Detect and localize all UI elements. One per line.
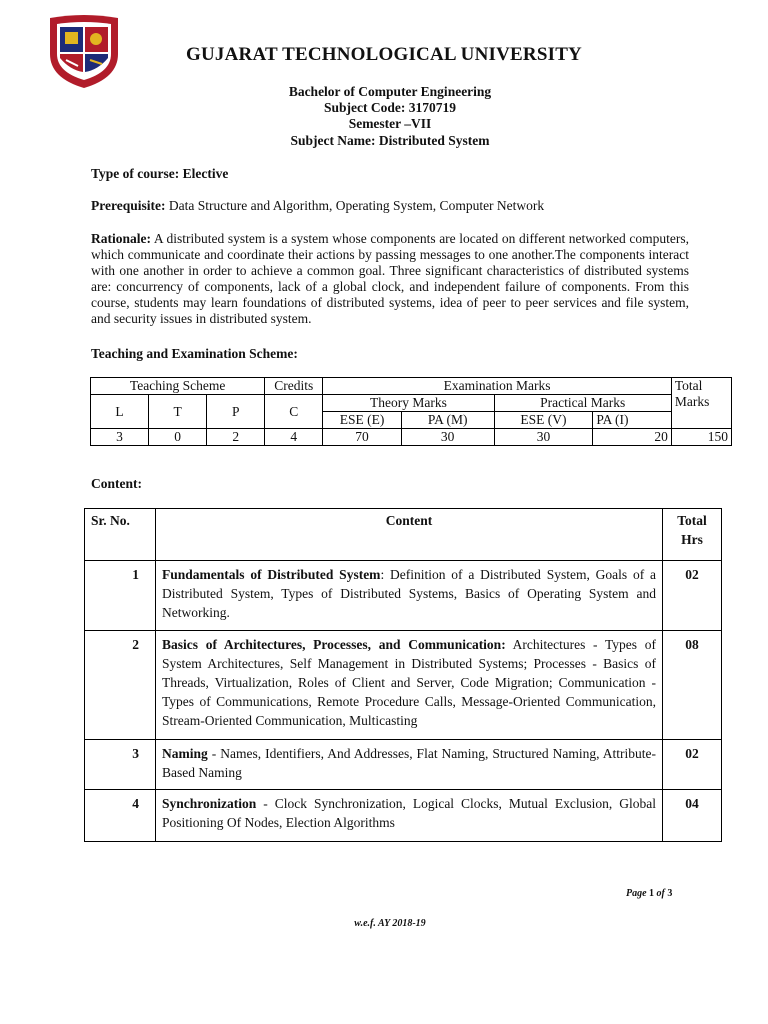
row-hrs: 04 (663, 790, 722, 842)
type-of-course: Type of course: Elective (91, 166, 229, 181)
prerequisite-label: Prerequisite: (91, 198, 166, 213)
col-ese-e: ESE (E) (323, 412, 401, 429)
row-content (156, 561, 663, 631)
page-total: 3 (667, 888, 673, 899)
theory-marks-header: Theory Marks (323, 395, 494, 412)
row-text: - Names, Identifiers, And Addresses, Flat Naming, Structured Naming, Attribute-Based Naming (162, 746, 656, 780)
credits-header: Credits (265, 378, 323, 395)
table-row (85, 790, 722, 842)
page-of: of (654, 888, 668, 899)
practical-marks-header: Practical Marks (494, 395, 671, 412)
val-pa-m: 30 (401, 429, 494, 446)
row-title: Naming (162, 746, 208, 761)
col-pa-m: PA (M) (401, 412, 494, 429)
row-title: Basics of Architectures, Processes, and Communication: (162, 637, 506, 652)
semester: Semester –VII (348, 116, 432, 131)
row-hrs: 02 (663, 740, 722, 790)
prerequisite (91, 198, 689, 214)
col-hrs-header (663, 509, 722, 561)
scheme-heading: Teaching and Examination Scheme: (91, 346, 298, 361)
col-P: P (207, 395, 265, 429)
val-C: 4 (265, 429, 323, 446)
content-table (84, 508, 722, 842)
rationale-label: Rationale: (91, 231, 151, 246)
teaching-exam-scheme-table (90, 377, 732, 446)
rationale (91, 231, 689, 327)
exam-marks-header: Examination Marks (323, 378, 672, 395)
col-hrs-total: Total (677, 513, 707, 528)
col-sr-header: Sr. No. (85, 509, 156, 561)
row-sr: 2 (85, 631, 156, 740)
total-marks-header: Total Marks (671, 378, 731, 429)
col-ese-v: ESE (V) (494, 412, 593, 429)
val-pa-i: 20 (593, 429, 671, 446)
row-title: Synchronization (162, 796, 257, 811)
content-heading: Content: (91, 476, 142, 491)
row-hrs: 08 (663, 631, 722, 740)
table-row (85, 631, 722, 740)
col-L: L (91, 395, 149, 429)
col-content-header: Content (156, 509, 663, 561)
row-sr: 4 (85, 790, 156, 842)
rationale-text: A distributed system is a system whose components are located on different networked computers, which communicate and coordinate their actions by passing messages to one another.The components interact with one another in order to achieve a common goal. Three significant characteristics of distributed systems are: concurrency of components, lack of a global clock, and independent failure of components. From this course, students may learn foundations of distributed systems, idea of peer to peer services and file system, and security issues in distributed system. (91, 231, 689, 326)
teaching-scheme-header: Teaching Scheme (91, 378, 265, 395)
subject-code: Subject Code: 3170719 (324, 100, 456, 115)
row-content (156, 740, 663, 790)
val-ese-e: 70 (323, 429, 401, 446)
col-T: T (149, 395, 207, 429)
row-sep: : (380, 567, 385, 582)
row-text: Definition of a Distributed System, Goals of a Distributed System, Types of Distributed Systems, Basics of Operating System and Networking. (162, 567, 656, 620)
row-sr: 3 (85, 740, 156, 790)
val-total: 150 (671, 429, 731, 446)
row-title: Fundamentals of Distributed System (162, 567, 381, 582)
effective-year: w.e.f. AY 2018-19 (354, 918, 426, 929)
val-T: 0 (149, 429, 207, 446)
row-text: Architectures - Types of System Architectures, Self Management in Distributed Systems; Processes - Basics of Threads, Virtualization, Roles of Client and Server, Code Migration; Communication - Types of Communications, Remote Procedure Calls, Message-Oriented Communication, Stream-Oriented Communication, Multicasting (162, 637, 656, 728)
col-C: C (265, 395, 323, 429)
col-pa-i: PA (I) (593, 412, 671, 429)
row-content (156, 790, 663, 842)
table-row (85, 561, 722, 631)
row-hrs: 02 (663, 561, 722, 631)
row-content (156, 631, 663, 740)
page-prefix: Page (626, 888, 650, 899)
subject-name: Subject Name: Distributed System (290, 133, 490, 148)
row-sr: 1 (85, 561, 156, 631)
university-title: GUJARAT TECHNOLOGICAL UNIVERSITY (186, 44, 582, 65)
col-hrs-hrs: Hrs (681, 532, 703, 547)
prerequisite-text: Data Structure and Algorithm, Operating System, Computer Network (165, 198, 545, 213)
page-number (626, 888, 672, 899)
program-name: Bachelor of Computer Engineering (288, 84, 492, 99)
val-L: 3 (91, 429, 149, 446)
table-row (85, 740, 722, 790)
row-text: - Clock Synchronization, Logical Clocks, Mutual Exclusion, Global Positioning Of Nodes, Election Algorithms (162, 796, 656, 830)
val-ese-v: 30 (494, 429, 593, 446)
page-current: 1 (649, 888, 655, 899)
val-P: 2 (207, 429, 265, 446)
